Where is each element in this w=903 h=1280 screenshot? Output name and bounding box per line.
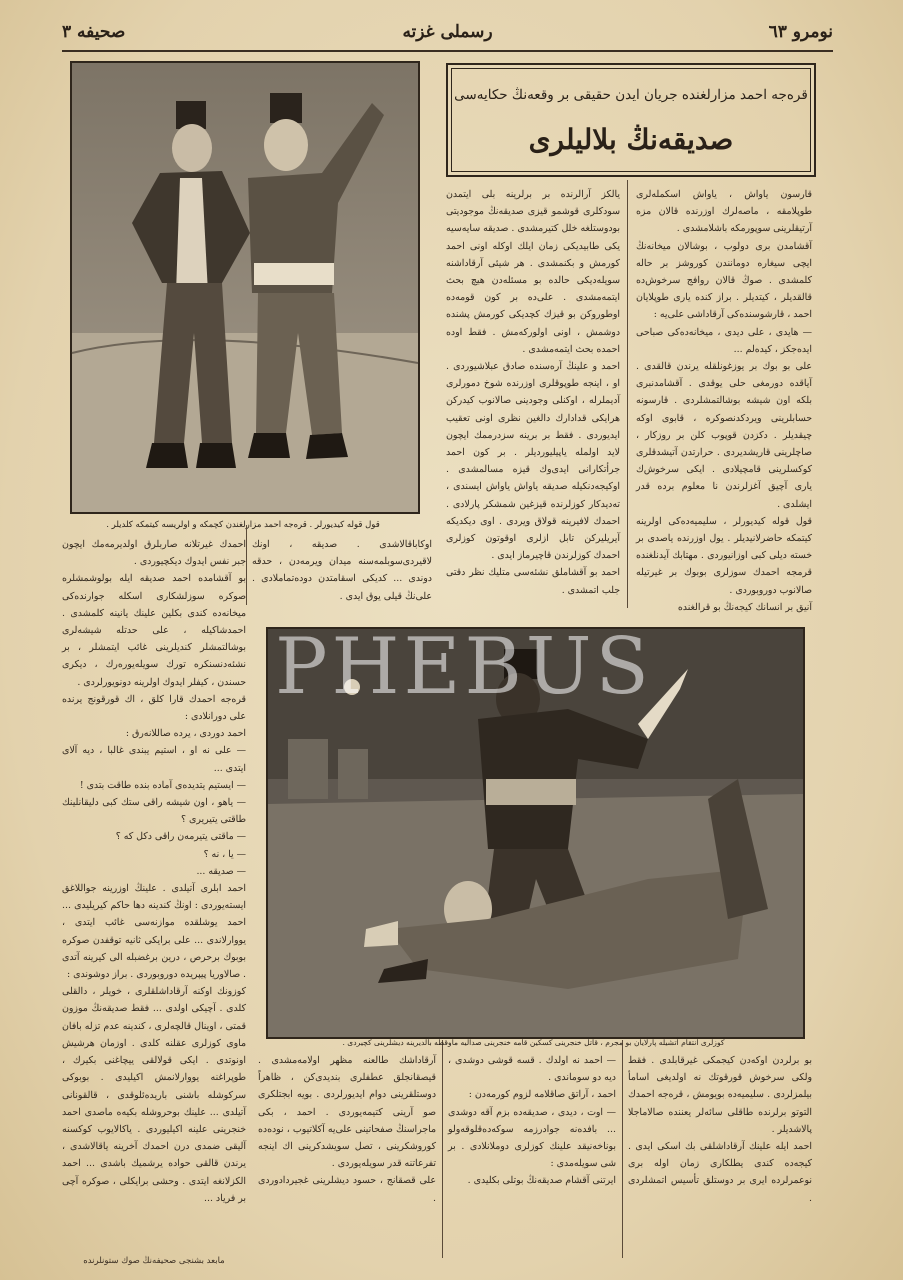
- dialogue-line: — اوت ، دیدی ، صدیقه‌ده بزم آقه دوشدی ... بافده‌نه جوادرزمه سوکه‌ده‌قلوقه‌ولو بوناخه‌نیقد علینك کوزلری دوملانلادی . بر شی سویله‌مدی :: [448, 1106, 616, 1170]
- article-title: صدیقه‌نڭ بلالیلری: [528, 123, 734, 156]
- two-men-drawing: [72, 63, 418, 512]
- dialogue-line: — ایستیم یتدیده‌ی آماده بنده طاقت بتدی !: [79, 779, 246, 791]
- paragraph: بو آقشامده احمد صدیقه ایله بولوشمشلره صوکره سوزلشکاری اسکله جوارنده‌کی میخانه‌ده کندی بکلین علینك یانینه کلمشدی . احمدشاکیله ، علی حدتله شیشه‌لری بوشالتمشلر کندیلرینی غائب ایتمشلر ، بر نشئه‌دنسنکره تورك سویله‌یوره‌رك ، دیکری حسندن ، کیفلر ایدوك اولرینه دونویورلردی .: [62, 573, 246, 688]
- paragraph: یالکز آرالرنده بر برلرینه بلی ایتمدن سودکلری قوشمو قیزی صدیقه‌نڭ موجودیتی بودوستلغه خلل کتیرمشدی . صدیقه سایه‌سیه یکی طابیدیکی زمان ایلك اوکله اونی احمد کورمش و بکنمشدی . هر شیئی آرقاداشنه سویله‌دیکی حالده بو مسئله‌دن هیچ بحث ایتمه‌مشدی . علی‌ده بر کون قومه‌ده اوطوروکن بو قیزك کچدیکی کورمش پشنده دوشمش ، اونی اولورکه‌مش . فقط اوده احمده بحث ایتمه‌مشدی .: [446, 189, 620, 355]
- paragraph: قره‌جه احمدك قارا کلق ، اك قورقونج یرنده علی دورانلادی :: [62, 693, 246, 723]
- paragraph: آقشامدن بری دولوب ، بوشالان میخانه‌نڭ ایچی سیغاره دومانندن کوروشز بر حاله کلمشدی . صوڭ قالان روافج سرخوش‌ده قالقدیلر ، کیتدیلر . براز کنده یاری طوپلایان احمد ، قارشوسنده‌کی آرقاداشی علی‌یه :: [636, 240, 812, 321]
- paragraph: احمد ، آراتق صاقلامه لزوم کورمه‌دن :: [468, 1089, 616, 1101]
- issue-number: نومرو ٦٣: [768, 22, 833, 42]
- column-divider: [627, 180, 628, 608]
- dialogue-line: — یا ، نه ؟: [203, 848, 246, 860]
- article-subtitle: قره‌جه احمد مزارلغنده جریان ایدن حقیقی بر وقعه‌نڭ حکایه‌سی: [454, 87, 808, 103]
- dialogue-line: — یاهو ، اون شیشه راقی ستك کبی دلیقانلینك طاقتی یتیریری ؟: [62, 797, 246, 826]
- continuation-note: مابعد بشنجی صحیفه‌نڭ صوك ستونلرنده: [83, 1256, 225, 1266]
- article-column-middle: [446, 186, 620, 606]
- illustration-two-men: [70, 61, 420, 514]
- illustration-attack: [266, 627, 805, 1039]
- paragraph: احمدك غیرتلانه صاربلرق اولدیرمه‌مك ایچون جبر نفس ایدوك دیکچیوردی .: [62, 539, 246, 568]
- paragraph: بو برلردن اوکه‌دن کیجمکی غیرقابلدی . فقط ولکی سرخوش قورقوتك نه اولدیغی اسامأ بیلمزلردی . سلیمیه‌ده بویومش ، قره‌جه احمدك التوتو برلرنده طاقلی سائه‌لر یعننده صالاماجلا پالاشدیلر .: [628, 1055, 812, 1135]
- paragraph: علی بو بوك بر یوزغونلقله یرندن قالقدی . آیاقده دورمغی حلی یوقدی . آقشامدنبری بلکه اون شیشه بوشالتمشلردی . قارسونه حسابلرینی ویردکدنصوکره ، قابوی اوکه چیقدیلر . دکزدن قوپوب کلن بر روزکار ، صاچلرینی قاریشدیردی . حرارتدن آتیشدقلری کوکسلرینی قامچیلادی . ایکی سرخوش‌ك یاری آچیق آغزلرندن نا معلوم برده قدر ایشلدی .: [636, 361, 812, 510]
- page-header: [62, 18, 833, 48]
- journal-name: رسملی غزته: [402, 22, 493, 42]
- paragraph: احمد ایله علینك آرقاداشلقی بك اسکی ایدی . کیجه‌ده کندی یطلکاری زمان اوله بری نوعمرلرده ایری بر دوستلق تأسیس اتمشلردی .: [628, 1141, 812, 1204]
- paragraph: قول قوله کیدیورلر ، سلیمیه‌ده‌کی اولرینه کیتمکه حاضرلانیدیلر . یول اوزرنده یاصدی بر خسته دیلی کبی اوزانیوردی . مهتابك آیدنلغنده قرمجه احمدك سوزلری بوبوك بر غیرتیله صالانوب دوروبوردی .: [636, 515, 812, 596]
- paragraph: آرقاداشك طالعنه مظهر اولامه‌مشدی . قیصقانجلق عطفلری بندیدی‌کن ، ظاهراً دوستلقرینی دوام ایدیورلردی . بویه ابجتلکری صو آرینی کتیمه‌یوردی . احمد ، بکی ماجراسنڭ صفحاتینی علی‌یه آکلاتیوب ، نوده‌ده کوروشکرینی ، تصل سویشدکرینی اك اینجه تفرعاتنه قدر سویله‌یوردی .: [258, 1055, 436, 1170]
- paragraph: احمد و علینڭ آره‌سنده صادق عبلاشیوردی . او ، اینجه طوپوقلری اوزرنده شوخ دمورلری آدیملرله ، اوکنلی وجودینی صالانوب کیدرکن هرایکی قدادارك دالغین نظری اونی تعقیب ایدیوردی . فقط بر برینه سزدرممك ایچون لاید اولمله یاپیلیوردیلر . بر کون احمد جرأتکارانی ایدی‌وك قیزه مسالمشدی . اوکیجه‌دنکیله صدیقه یاواش یاواش ایسندی ، ته‌دیدکار کوزلرنده قیزغین شمشکر پارلادی . احمدك لافیرینه قولاق ویردی . اوی دیکدیکه آیریلیرکن تابل ازلری اوقوتون کوزلری احمدك کوزلرندن قاچیرماز ایدی .: [446, 361, 620, 562]
- paragraph: احمد ابلری آتیلدی . علینڭ اوزرینه جواللاغق ایسته‌یوردی : اونڭ کندینه دها حاکم کیریلیدی ... احمد یوشلقده موازنه‌سی غائب ایتدی ، یووارلاندی ... علی برایکی ثانیه توقفدن صوکره بوبوك برحرص ، درین برغضبله الی کیرینه آتدی . صالاوریا پیپریده دوروبوردی . براز دوشوندی :: [62, 883, 246, 981]
- paragraph: کوزونك اوکنه آرقاداشلقلری ، خویلر ، دالقلی کلدی . آچیکی اولدی ... فقط صدیقه‌نڭ موزون قمتی ، اوینال قالچه‌لری ، کندینه عدم تزله بافان ماوی کوزلری عقلنه کلدی . اوزمان هرشیش اونوتدی . ایکی قولالقی ییچاغنی بکیرك ، طوپراغنه یووارلانمش اکیلیدی . بوبوکی سرکوشله باشنی باریده‌ئلوقدی ، قالقونانی آتیلدی ... علینك بوحروشله بکیه‌ه ماصدی احمد خنجرینی علینه اکیلیوردی . یاکالایوب کوکسنه آلیقی ضمدی درن احمدك آخرینه یاقالاشدی ، یرندن قالقی حواده یرشمیك باشدی ... احمد الکزلانغه ایتدی . وحشی برایکلی ، صوکره آچی بر فریاد ...: [62, 986, 246, 1204]
- article-column-right: [636, 186, 812, 613]
- column-divider: [442, 1040, 443, 1258]
- watermark: PHEBUS: [275, 622, 653, 712]
- paragraph: علی قصقانج ، حسود دیشلرینی غجیردادوردی .: [258, 1175, 436, 1204]
- paragraph: اوکاباقالاشدی . صدیقه ، اونك لاقیردی‌سوبلمه‌سنه میدان ویرمه‌دن ، حدقه دوندی ... کدیکی اسقامتدن دوده‌تماملادی . علی‌نڭ قیلی یوق ایدی .: [252, 539, 432, 602]
- article-column-bottom-mid-left: [258, 1052, 436, 1252]
- paragraph: — هایدی ، علی دیدی ، میخانه‌ده‌کی صباحی ایده‌جکز ، کیده‌لم ...: [636, 326, 812, 355]
- dialogue-line: — صدیقه ...: [196, 865, 246, 877]
- article-title-box: [446, 63, 816, 177]
- dialogue-line: — ماقتی یتیرمه‌ن راقی دکل که ؟: [115, 831, 246, 843]
- attack-drawing: [268, 629, 803, 1037]
- bottom-illustration-caption: کوزلری انتقام آتشیله پارلایان بو مجرم ، قاتل خنجرینی کسکین قامه خنجرینی صدالیه ماوقطه بالدیرینه دیشلرینی کچیردی .: [342, 1038, 725, 1047]
- column-divider: [622, 1040, 623, 1258]
- paragraph: آنیق بر انسانك کیجه‌نڭ بو قرالغنده: [677, 601, 812, 613]
- page-number: صحيفه ٣: [62, 22, 126, 42]
- top-illustration-caption: قول قوله کیدیورلر . قره‌جه احمد مزارلغندن کچمکه و اولریسه کیتمکه کلدیلر .: [106, 520, 380, 530]
- article-column-left: [62, 536, 246, 1254]
- header-rule: [62, 50, 833, 52]
- article-column-left-middle: [252, 536, 432, 606]
- paragraph: ایرتنی آقشام صدیقه‌نڭ بوتلی بکلیدی .: [467, 1175, 616, 1187]
- dialogue-line: — احمد نه اولدك . قسه قوشی دوشدی ، دیه دو سوماندی .: [448, 1055, 616, 1084]
- article-column-bottom-mid-right: [448, 1052, 616, 1252]
- paragraph: احمد بو آقشاملق نشئه‌سی متلیك نظر دقتی جلب اتمشدی .: [446, 567, 620, 596]
- dialogue-line: — علی نه او ، استیم یبندی غالبا ، دیه آلای ایتدی ...: [62, 745, 246, 774]
- column-divider: [246, 525, 247, 605]
- paragraph: احمد دوردی ، یرده صاللانه‌رق :: [125, 728, 246, 740]
- paragraph: قارسون یاواش ، یاواش اسکمله‌لری طوپلامقه ، ماصه‌لرك اوزرنده قالان مزه آرتیقلرینی سوپورمکه باشلامشدی .: [636, 189, 812, 235]
- article-column-bottom-right: [628, 1052, 812, 1252]
